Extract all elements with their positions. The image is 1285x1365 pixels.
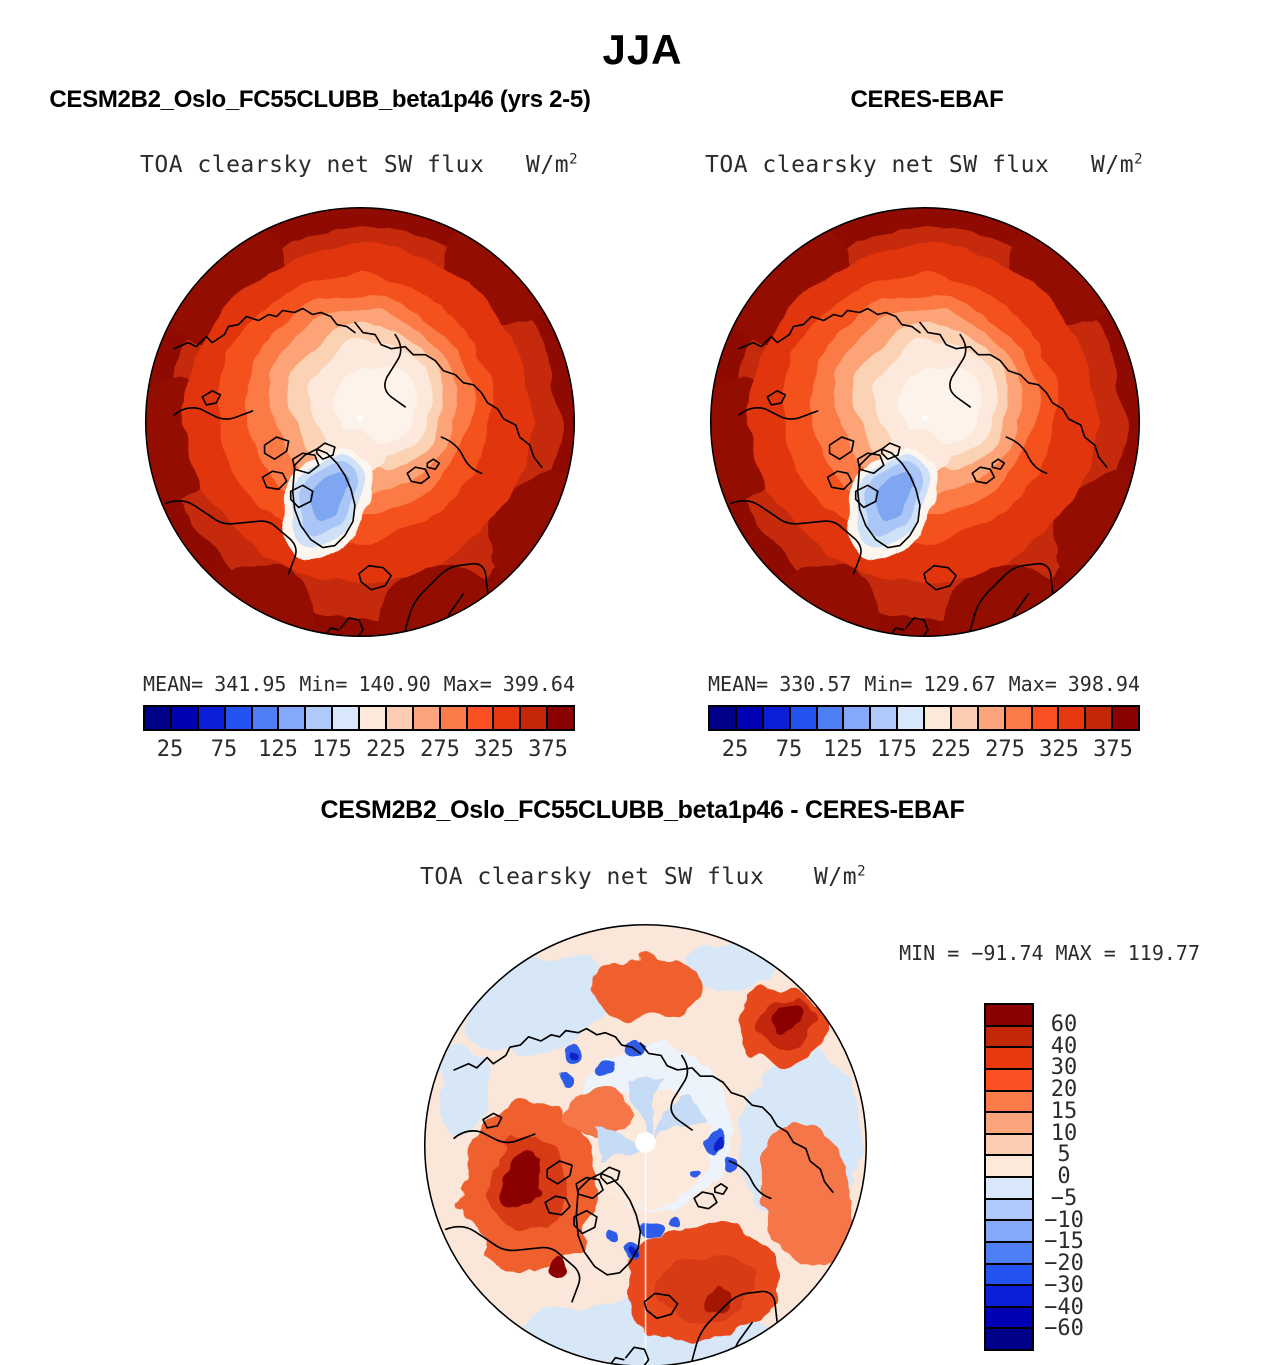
colorbar-segment bbox=[1112, 706, 1139, 730]
obs-field-label: TOA clearsky net SW flux bbox=[705, 152, 1050, 178]
diff-colorbar-tick: 30 bbox=[1050, 1055, 1078, 1081]
diff-colorbar-tick: −60 bbox=[1044, 1316, 1084, 1342]
flux-colorbar-tick: 175 bbox=[312, 737, 352, 762]
obs-map-graphic bbox=[709, 207, 1141, 638]
colorbar-segment bbox=[790, 706, 817, 730]
flux-colorbar-tick: 225 bbox=[366, 737, 406, 762]
flux-colorbar-tick: 375 bbox=[1093, 737, 1133, 762]
model-flux-colorbar bbox=[143, 705, 575, 731]
colorbar-segment bbox=[467, 706, 494, 730]
flux-colorbar-tick: 125 bbox=[258, 737, 298, 762]
colorbar-segment bbox=[985, 1220, 1033, 1242]
colorbar-segment bbox=[985, 1155, 1033, 1177]
diff-colorbar-tick: −20 bbox=[1044, 1251, 1084, 1276]
colorbar-segment bbox=[985, 1069, 1033, 1091]
diff-max-label: MAX = bbox=[1055, 941, 1116, 965]
diff-colorbar-tick: −30 bbox=[1044, 1272, 1084, 1298]
colorbar-segment bbox=[985, 1047, 1033, 1069]
diff-subtitle-row bbox=[420, 864, 866, 890]
colorbar-segment bbox=[1058, 706, 1085, 730]
flux-colorbar-tick: 75 bbox=[775, 737, 803, 762]
mean-label: MEAN= bbox=[143, 672, 204, 696]
diff-map-graphic bbox=[424, 924, 868, 1365]
model-stats-row bbox=[143, 672, 575, 696]
model-units-label: $W/m^2$ bbox=[526, 151, 578, 178]
colorbar-segment bbox=[1005, 706, 1032, 730]
diff-colorbar-tick: 15 bbox=[1050, 1098, 1078, 1124]
model-map-graphic bbox=[144, 207, 576, 638]
colorbar-segment bbox=[493, 706, 520, 730]
diff-max-value: 119.77 bbox=[1127, 941, 1200, 965]
min-value: 140.90 bbox=[358, 672, 431, 696]
colorbar-segment bbox=[225, 706, 252, 730]
obs-stats-row bbox=[708, 672, 1140, 696]
colorbar-segment bbox=[843, 706, 870, 730]
obs-min-stat bbox=[864, 672, 995, 696]
model-mean-stat bbox=[143, 672, 286, 696]
max-label: Max= bbox=[1008, 672, 1057, 696]
colorbar-segment bbox=[897, 706, 924, 730]
colorbar-segment bbox=[985, 1091, 1033, 1113]
colorbar-segment bbox=[547, 706, 574, 730]
colorbar-segment bbox=[985, 1004, 1033, 1026]
model-units-exponent: 2 bbox=[569, 151, 578, 168]
colorbar-segment bbox=[985, 1177, 1033, 1199]
max-value: 398.94 bbox=[1067, 672, 1140, 696]
colorbar-segment bbox=[870, 706, 897, 730]
diff-colorbar-tick: 40 bbox=[1050, 1033, 1078, 1059]
colorbar-segment bbox=[978, 706, 1005, 730]
flux-colorbar-tick: 375 bbox=[528, 737, 568, 762]
colorbar-segment bbox=[736, 706, 763, 730]
diff-colorbar-tick: 0 bbox=[1057, 1164, 1071, 1189]
diff-colorbar bbox=[984, 1003, 1034, 1351]
model-min-stat bbox=[299, 672, 430, 696]
diff-colorbar-tick: −15 bbox=[1044, 1229, 1084, 1255]
model-map bbox=[144, 206, 576, 638]
colorbar-segment bbox=[413, 706, 440, 730]
max-label: Max= bbox=[443, 672, 492, 696]
obs-panel-title: CERES-EBAF bbox=[850, 86, 1004, 113]
diff-colorbar-tick: −10 bbox=[1044, 1207, 1084, 1233]
mean-value: 330.57 bbox=[779, 672, 852, 696]
colorbar-segment bbox=[951, 706, 978, 730]
model-panel-title: CESM2B2_Oslo_FC55CLUBB_beta1p46 (yrs 2-5) bbox=[49, 86, 591, 113]
mean-label: MEAN= bbox=[708, 672, 769, 696]
mean-value: 341.95 bbox=[214, 672, 287, 696]
colorbar-segment bbox=[144, 706, 171, 730]
obs-flux-colorbar bbox=[708, 705, 1140, 731]
colorbar-segment bbox=[198, 706, 225, 730]
min-label: Min= bbox=[299, 672, 348, 696]
colorbar-segment bbox=[817, 706, 844, 730]
flux-colorbar-tick: 25 bbox=[721, 737, 749, 762]
flux-colorbar-tick: 25 bbox=[156, 737, 184, 762]
colorbar-segment bbox=[709, 706, 736, 730]
colorbar-segment bbox=[985, 1112, 1033, 1134]
flux-colorbar-tick: 75 bbox=[210, 737, 238, 762]
colorbar-segment bbox=[171, 706, 198, 730]
flux-colorbar-tick: 325 bbox=[1039, 737, 1079, 762]
diff-units-label: $W/m^2$ bbox=[814, 863, 866, 890]
diff-panel-title: CESM2B2_Oslo_FC55CLUBB_beta1p46 - CERES-EBAF bbox=[320, 796, 965, 824]
diff-min-label: MIN = bbox=[899, 941, 960, 965]
colorbar-segment bbox=[305, 706, 332, 730]
colorbar-segment bbox=[520, 706, 547, 730]
flux-colorbar-tick: 325 bbox=[474, 737, 514, 762]
diff-units-exponent: 2 bbox=[857, 863, 866, 880]
colorbar-segment bbox=[359, 706, 386, 730]
obs-mean-stat bbox=[708, 672, 851, 696]
colorbar-segment bbox=[440, 706, 467, 730]
flux-colorbar-tick: 225 bbox=[931, 737, 971, 762]
obs-max-stat bbox=[1009, 672, 1140, 696]
diff-field-label: TOA clearsky net SW flux bbox=[420, 864, 765, 890]
model-colorbar-ticks bbox=[143, 737, 575, 763]
diff-minmax-row bbox=[878, 941, 1200, 965]
obs-units-label: $W/m^2$ bbox=[1091, 151, 1143, 178]
diff-colorbar-tick: 10 bbox=[1050, 1120, 1078, 1146]
colorbar-segment bbox=[1085, 706, 1112, 730]
colorbar-segment bbox=[985, 1026, 1033, 1048]
diff-colorbar-tick: −40 bbox=[1044, 1294, 1084, 1320]
colorbar-segment bbox=[386, 706, 413, 730]
colorbar-segment bbox=[985, 1242, 1033, 1264]
colorbar-segment bbox=[985, 1134, 1033, 1156]
diff-colorbar-tick: −5 bbox=[1050, 1185, 1078, 1211]
flux-colorbar-tick: 275 bbox=[420, 737, 460, 762]
diff-min-value: −91.74 bbox=[971, 941, 1044, 965]
flux-colorbar-tick: 275 bbox=[985, 737, 1025, 762]
colorbar-segment bbox=[924, 706, 951, 730]
diff-map bbox=[423, 923, 868, 1365]
obs-units-exponent: 2 bbox=[1134, 151, 1143, 168]
flux-colorbar-tick: 125 bbox=[823, 737, 863, 762]
colorbar-segment bbox=[985, 1307, 1033, 1329]
colorbar-segment bbox=[332, 706, 359, 730]
model-field-label: TOA clearsky net SW flux bbox=[140, 152, 485, 178]
colorbar-segment bbox=[985, 1285, 1033, 1307]
colorbar-segment bbox=[985, 1264, 1033, 1286]
diff-colorbar-tick: 20 bbox=[1050, 1077, 1078, 1102]
model-max-stat bbox=[444, 672, 575, 696]
flux-colorbar-tick: 175 bbox=[877, 737, 917, 762]
diff-colorbar-ticks bbox=[1036, 1003, 1092, 1351]
colorbar-segment bbox=[763, 706, 790, 730]
season-title: JJA bbox=[602, 26, 683, 73]
obs-subtitle-row bbox=[705, 152, 1143, 178]
diff-colorbar-tick: 60 bbox=[1050, 1011, 1078, 1037]
colorbar-segment bbox=[985, 1199, 1033, 1221]
obs-map bbox=[709, 206, 1141, 638]
model-subtitle-row bbox=[140, 152, 578, 178]
colorbar-segment bbox=[985, 1328, 1033, 1350]
colorbar-segment bbox=[252, 706, 279, 730]
obs-colorbar-ticks bbox=[708, 737, 1140, 763]
max-value: 399.64 bbox=[502, 672, 575, 696]
colorbar-segment bbox=[278, 706, 305, 730]
min-value: 129.67 bbox=[923, 672, 996, 696]
colorbar-segment bbox=[1032, 706, 1059, 730]
diff-colorbar-tick: 5 bbox=[1057, 1142, 1071, 1168]
min-label: Min= bbox=[864, 672, 913, 696]
